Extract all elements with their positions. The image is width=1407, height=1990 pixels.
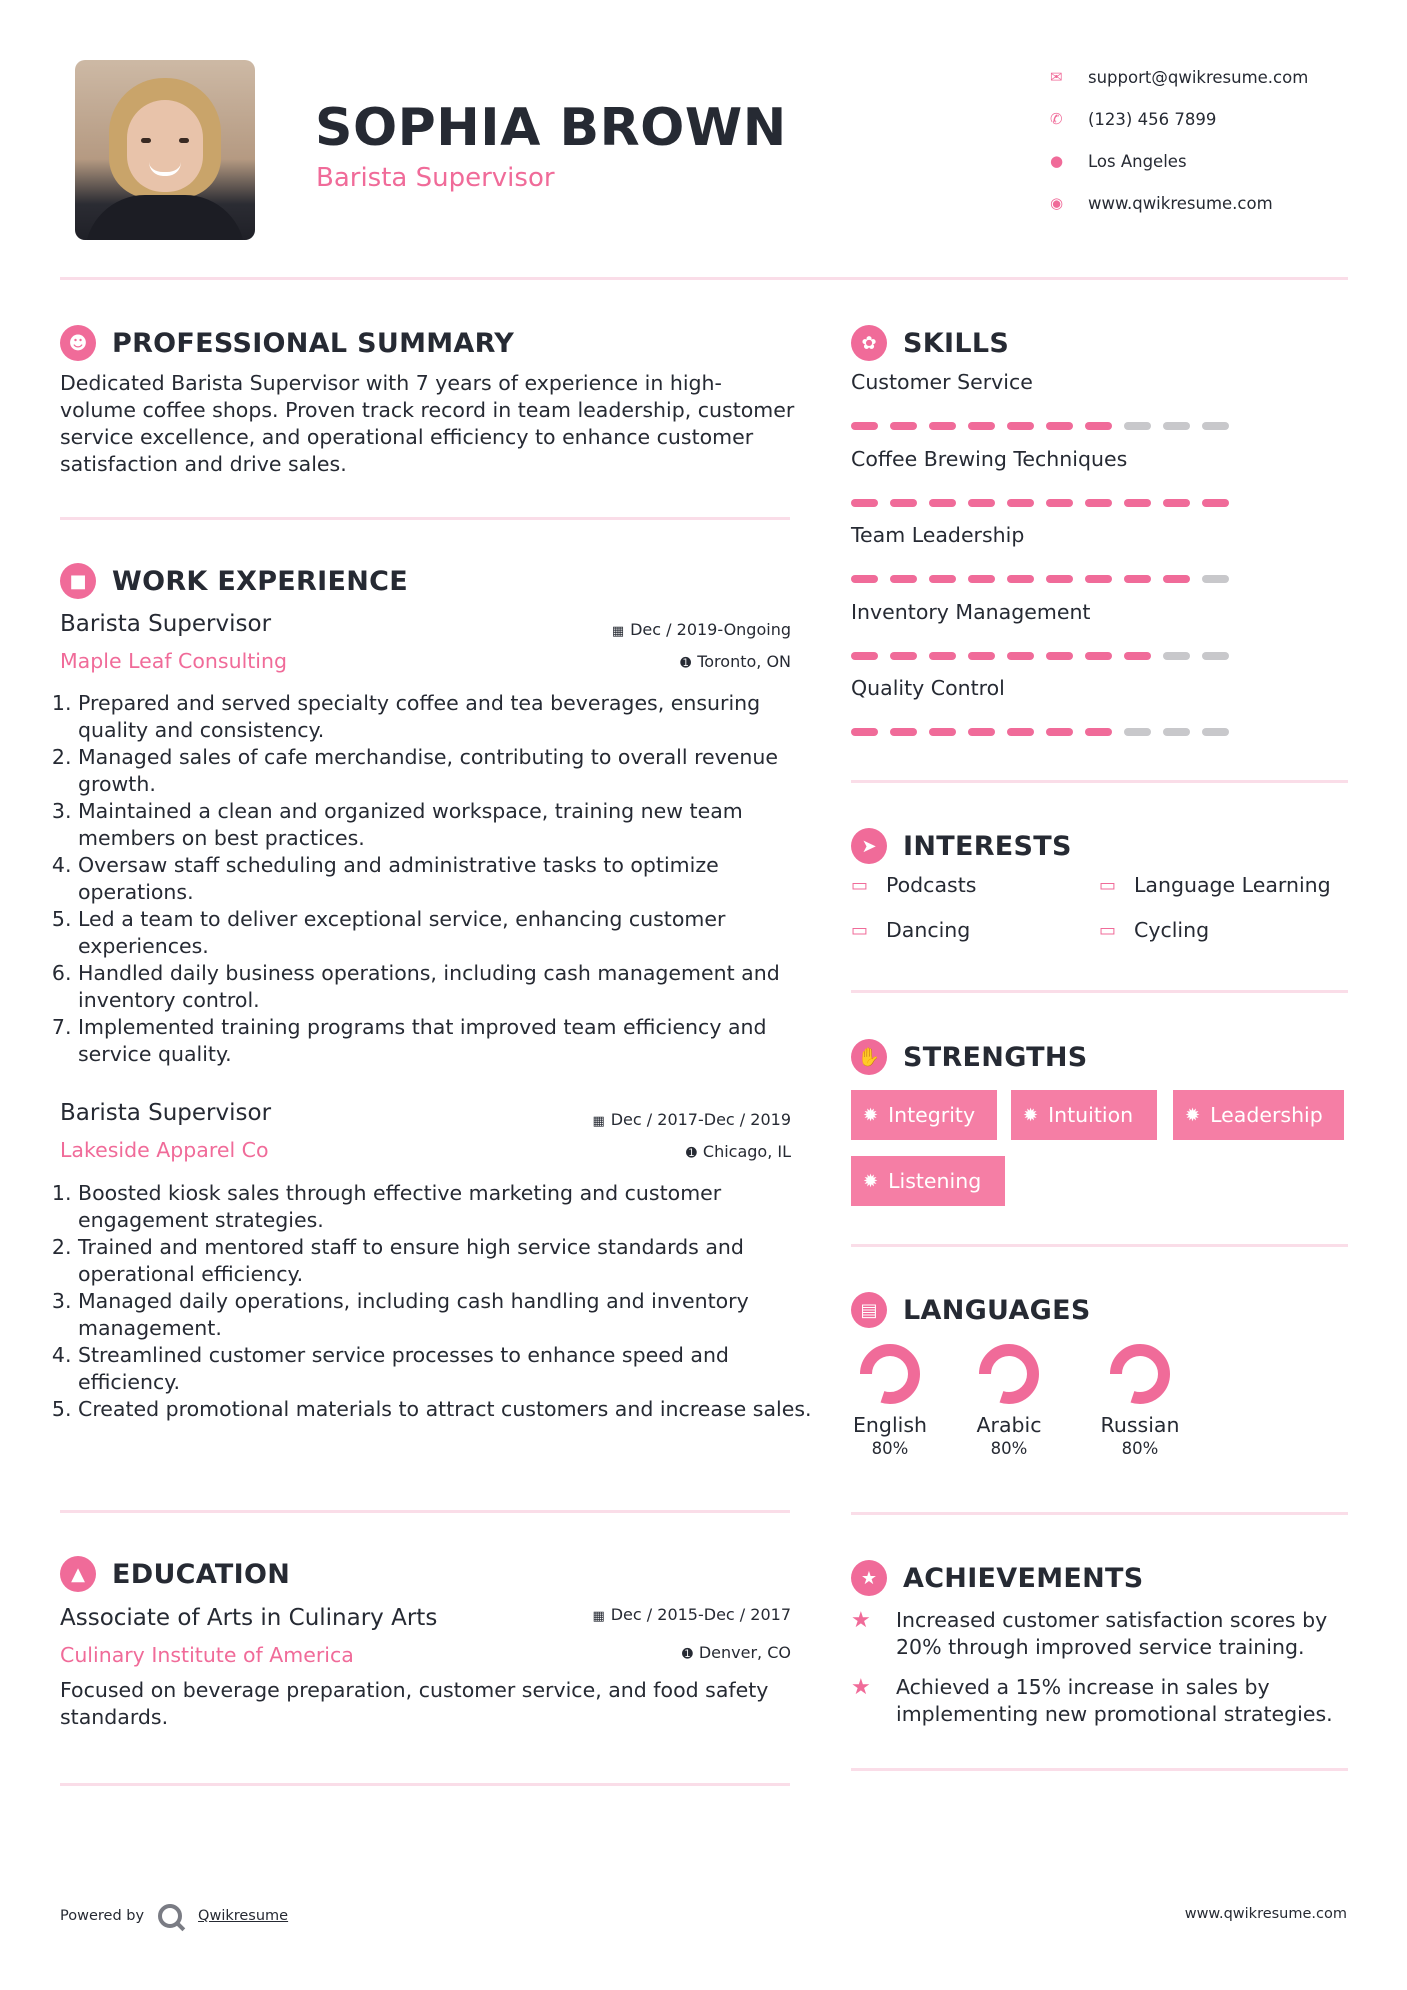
skill-item: Quality Control bbox=[851, 676, 1271, 736]
calendar-icon: ▦ bbox=[592, 1114, 605, 1129]
globe-icon: ◉ bbox=[1050, 194, 1064, 212]
calendar-icon: ▦ bbox=[592, 1609, 605, 1624]
skill-item: Coffee Brewing Techniques bbox=[851, 447, 1271, 507]
skill-rating bbox=[851, 575, 1271, 583]
skill-item: Team Leadership bbox=[851, 523, 1271, 583]
rating-dash-filled bbox=[890, 499, 917, 507]
rating-dash-filled bbox=[968, 728, 995, 736]
achievements-heading: ★ ACHIEVEMENTS bbox=[851, 1560, 1144, 1596]
rating-dash-filled bbox=[851, 652, 878, 660]
id-card-icon: ▤ bbox=[851, 1292, 887, 1328]
job-title: Barista Supervisor bbox=[60, 611, 272, 637]
contact-location: ● Los Angeles bbox=[1050, 151, 1187, 171]
job-date: ▦ Dec / 2019-Ongoing bbox=[611, 620, 791, 639]
job-company: Lakeside Apparel Co bbox=[60, 1138, 269, 1162]
interests-divider bbox=[851, 990, 1348, 993]
language-gauge bbox=[859, 1343, 921, 1405]
summary-divider bbox=[60, 517, 790, 520]
rating-dash-filled bbox=[1007, 652, 1034, 660]
paper-plane-icon: ➤ bbox=[851, 828, 887, 864]
list-item: 5. Created promotional materials to attract customers and increase sales. bbox=[78, 1396, 813, 1423]
achievement-item: ★ Achieved a 15% increase in sales by implementing new promotional strategies. bbox=[851, 1675, 1333, 1726]
interest-item: ▭ Cycling bbox=[1099, 918, 1210, 942]
badge-star-icon: ✹ bbox=[863, 1104, 879, 1126]
strength-tag: ✹ Leadership bbox=[1173, 1090, 1344, 1140]
book-icon: ▭ bbox=[1099, 874, 1117, 896]
rating-dash-filled bbox=[1085, 422, 1112, 430]
rating-dash-empty bbox=[1202, 575, 1229, 583]
skill-rating bbox=[851, 422, 1271, 430]
skill-rating bbox=[851, 652, 1271, 660]
job-company: Maple Leaf Consulting bbox=[60, 649, 288, 673]
badge-star-icon: ✹ bbox=[863, 1170, 879, 1192]
list-item: 5. Led a team to deliver exceptional service, enhancing customer experiences. bbox=[78, 906, 813, 960]
contact-email[interactable]: ✉ support@qwikresume.com bbox=[1050, 67, 1309, 87]
candidate-role: Barista Supervisor bbox=[316, 163, 555, 193]
user-icon: ☻ bbox=[60, 325, 96, 361]
pin-icon: ➊ bbox=[680, 656, 692, 671]
rating-dash-filled bbox=[890, 575, 917, 583]
rating-dash-filled bbox=[968, 652, 995, 660]
job-bullets bbox=[60, 690, 813, 1068]
rating-dash-filled bbox=[1202, 499, 1229, 507]
rating-dash-empty bbox=[1163, 652, 1190, 660]
achievements-divider bbox=[851, 1768, 1348, 1771]
rating-dash-filled bbox=[1046, 499, 1073, 507]
languages-divider bbox=[851, 1512, 1348, 1515]
rating-dash-filled bbox=[1085, 499, 1112, 507]
rating-dash-filled bbox=[1163, 575, 1190, 583]
skill-item: Customer Service bbox=[851, 370, 1271, 430]
rating-dash-empty bbox=[1124, 422, 1151, 430]
brand-link[interactable]: Qwikresume bbox=[198, 1908, 289, 1924]
list-item: 3. Managed daily operations, including cash handling and inventory management. bbox=[78, 1288, 813, 1342]
rating-dash-empty bbox=[1202, 652, 1229, 660]
rating-dash-filled bbox=[890, 652, 917, 660]
trophy-icon: ★ bbox=[851, 1560, 887, 1596]
rating-dash-filled bbox=[1046, 652, 1073, 660]
list-item: 3. Maintained a clean and organized workspace, training new team members on best practices. bbox=[78, 798, 813, 852]
list-item: 4. Streamlined customer service processes to enhance speed and efficiency. bbox=[78, 1342, 813, 1396]
rating-dash-empty bbox=[1202, 422, 1229, 430]
skills-divider bbox=[851, 780, 1348, 783]
skill-rating bbox=[851, 728, 1271, 736]
job-bullets bbox=[60, 1180, 813, 1423]
badge-star-icon: ✹ bbox=[1185, 1104, 1201, 1126]
summary-heading: ☻ PROFESSIONAL SUMMARY bbox=[60, 325, 514, 361]
list-item: 6. Handled daily business operations, including cash management and inventory control. bbox=[78, 960, 813, 1014]
experience-heading: ■ WORK EXPERIENCE bbox=[60, 563, 408, 599]
footer-powered-by: Powered by Qwikresume bbox=[60, 1904, 288, 1928]
interests-heading: ➤ INTERESTS bbox=[851, 828, 1072, 864]
contact-list bbox=[1050, 56, 1380, 224]
rating-dash-filled bbox=[968, 422, 995, 430]
rating-dash-filled bbox=[1007, 575, 1034, 583]
rating-dash-filled bbox=[1007, 728, 1034, 736]
pin-icon: ➊ bbox=[685, 1146, 697, 1161]
graduate-icon: ▲ bbox=[60, 1556, 96, 1592]
list-item: 2. Trained and mentored staff to ensure high service standards and operational efficiency. bbox=[78, 1234, 813, 1288]
location-pin-icon: ● bbox=[1050, 152, 1064, 170]
profile-photo bbox=[75, 60, 255, 240]
rating-dash-filled bbox=[929, 499, 956, 507]
strengths-divider bbox=[851, 1244, 1348, 1247]
list-item: 2. Managed sales of cafe merchandise, contributing to overall revenue growth. bbox=[78, 744, 813, 798]
rating-dash-filled bbox=[1046, 422, 1073, 430]
header-divider bbox=[60, 277, 1348, 280]
rating-dash-filled bbox=[1124, 575, 1151, 583]
rating-dash-filled bbox=[929, 575, 956, 583]
job-date: ▦ Dec / 2017-Dec / 2019 bbox=[592, 1110, 791, 1129]
rating-dash-empty bbox=[1124, 728, 1151, 736]
strength-tag: ✹ Listening bbox=[851, 1156, 1005, 1206]
rating-dash-filled bbox=[1124, 652, 1151, 660]
interest-item: ▭ Podcasts bbox=[851, 873, 977, 897]
rating-dash-filled bbox=[851, 422, 878, 430]
pin-icon: ➊ bbox=[681, 1647, 693, 1662]
rating-dash-filled bbox=[1085, 652, 1112, 660]
rating-dash-filled bbox=[929, 422, 956, 430]
education-heading: ▲ EDUCATION bbox=[60, 1556, 290, 1592]
rating-dash-filled bbox=[1085, 728, 1112, 736]
rating-dash-filled bbox=[890, 422, 917, 430]
contact-phone[interactable]: ✆ (123) 456 7899 bbox=[1050, 109, 1217, 129]
mail-icon: ✉ bbox=[1050, 68, 1063, 86]
list-item: 4. Oversaw staff scheduling and administrative tasks to optimize operations. bbox=[78, 852, 813, 906]
list-item: 1. Prepared and served specialty coffee and tea beverages, ensuring quality and consistency. bbox=[78, 690, 813, 744]
chair-icon: ■ bbox=[60, 563, 96, 599]
contact-website[interactable]: ◉ www.qwikresume.com bbox=[1050, 193, 1273, 213]
strengths-heading: ✋ STRENGTHS bbox=[851, 1039, 1088, 1075]
rating-dash-filled bbox=[851, 728, 878, 736]
rating-dash-filled bbox=[851, 499, 878, 507]
phone-icon: ✆ bbox=[1050, 110, 1063, 128]
calendar-icon: ▦ bbox=[611, 624, 625, 639]
list-item: 7. Implemented training programs that improved team efficiency and service quality. bbox=[78, 1014, 813, 1068]
job-title: Barista Supervisor bbox=[60, 1100, 272, 1126]
rating-dash-filled bbox=[1085, 575, 1112, 583]
book-icon: ▭ bbox=[1099, 919, 1117, 941]
resume-header bbox=[0, 0, 1407, 280]
education-date: ▦ Dec / 2015-Dec / 2017 bbox=[592, 1605, 791, 1624]
rating-dash-filled bbox=[968, 499, 995, 507]
book-icon: ▭ bbox=[851, 919, 869, 941]
rating-dash-filled bbox=[890, 728, 917, 736]
rating-dash-filled bbox=[929, 728, 956, 736]
school-name: Culinary Institute of America bbox=[60, 1643, 354, 1667]
skill-item: Inventory Management bbox=[851, 600, 1271, 660]
skill-rating bbox=[851, 499, 1271, 507]
rating-dash-filled bbox=[929, 652, 956, 660]
rating-dash-filled bbox=[1007, 499, 1034, 507]
experience-divider bbox=[60, 1510, 790, 1513]
badge-star-icon: ✹ bbox=[1023, 1104, 1039, 1126]
degree-title: Associate of Arts in Culinary Arts bbox=[60, 1605, 438, 1631]
rating-dash-empty bbox=[1202, 728, 1229, 736]
education-divider bbox=[60, 1783, 790, 1786]
rating-dash-filled bbox=[1046, 575, 1073, 583]
hand-icon: ✋ bbox=[851, 1039, 887, 1075]
rating-dash-filled bbox=[968, 575, 995, 583]
education-text: Focused on beverage preparation, customer service, and food safety standards. bbox=[60, 1678, 769, 1729]
rating-dash-filled bbox=[1046, 728, 1073, 736]
achievement-item: ★ Increased customer satisfaction scores by 20% through improved service training. bbox=[851, 1608, 1328, 1659]
language-item: English 80% bbox=[840, 1343, 940, 1458]
lightbulb-icon: ✿ bbox=[851, 325, 887, 361]
job-location: ➊ Toronto, ON bbox=[680, 652, 791, 671]
shooting-star-icon: ★ bbox=[851, 1675, 871, 1700]
language-gauge bbox=[1109, 1343, 1171, 1405]
rating-dash-empty bbox=[1163, 728, 1190, 736]
rating-dash-filled bbox=[1007, 422, 1034, 430]
interest-item: ▭ Dancing bbox=[851, 918, 971, 942]
languages-heading: ▤ LANGUAGES bbox=[851, 1292, 1091, 1328]
strength-tag: ✹ Intuition bbox=[1011, 1090, 1157, 1140]
language-gauge bbox=[978, 1343, 1040, 1405]
interest-item: ▭ Language Learning bbox=[1099, 873, 1331, 897]
language-item: Russian 80% bbox=[1090, 1343, 1190, 1458]
job-location: ➊ Chicago, IL bbox=[685, 1142, 791, 1161]
rating-dash-filled bbox=[1124, 499, 1151, 507]
education-location: ➊ Denver, CO bbox=[681, 1643, 791, 1662]
book-icon: ▭ bbox=[851, 874, 869, 896]
rating-dash-empty bbox=[1163, 422, 1190, 430]
footer-url[interactable]: www.qwikresume.com bbox=[1184, 1906, 1347, 1922]
rating-dash-filled bbox=[1163, 499, 1190, 507]
language-item: Arabic 80% bbox=[959, 1343, 1059, 1458]
candidate-name: SOPHIA BROWN bbox=[315, 98, 787, 158]
summary-text: Dedicated Barista Supervisor with 7 years of experience in high-volume coffee shops. Proven track record in team leadership, customer service excellence, and operational efficiency to enhance customer satisfaction and drive sales. bbox=[60, 371, 795, 476]
qwikresume-logo-icon bbox=[158, 1904, 182, 1928]
rating-dash-filled bbox=[851, 575, 878, 583]
shooting-star-icon: ★ bbox=[851, 1608, 871, 1633]
strength-tag: ✹ Integrity bbox=[851, 1090, 997, 1140]
skills-heading: ✿ SKILLS bbox=[851, 325, 1009, 361]
list-item: 1. Boosted kiosk sales through effective marketing and customer engagement strategies. bbox=[78, 1180, 813, 1234]
